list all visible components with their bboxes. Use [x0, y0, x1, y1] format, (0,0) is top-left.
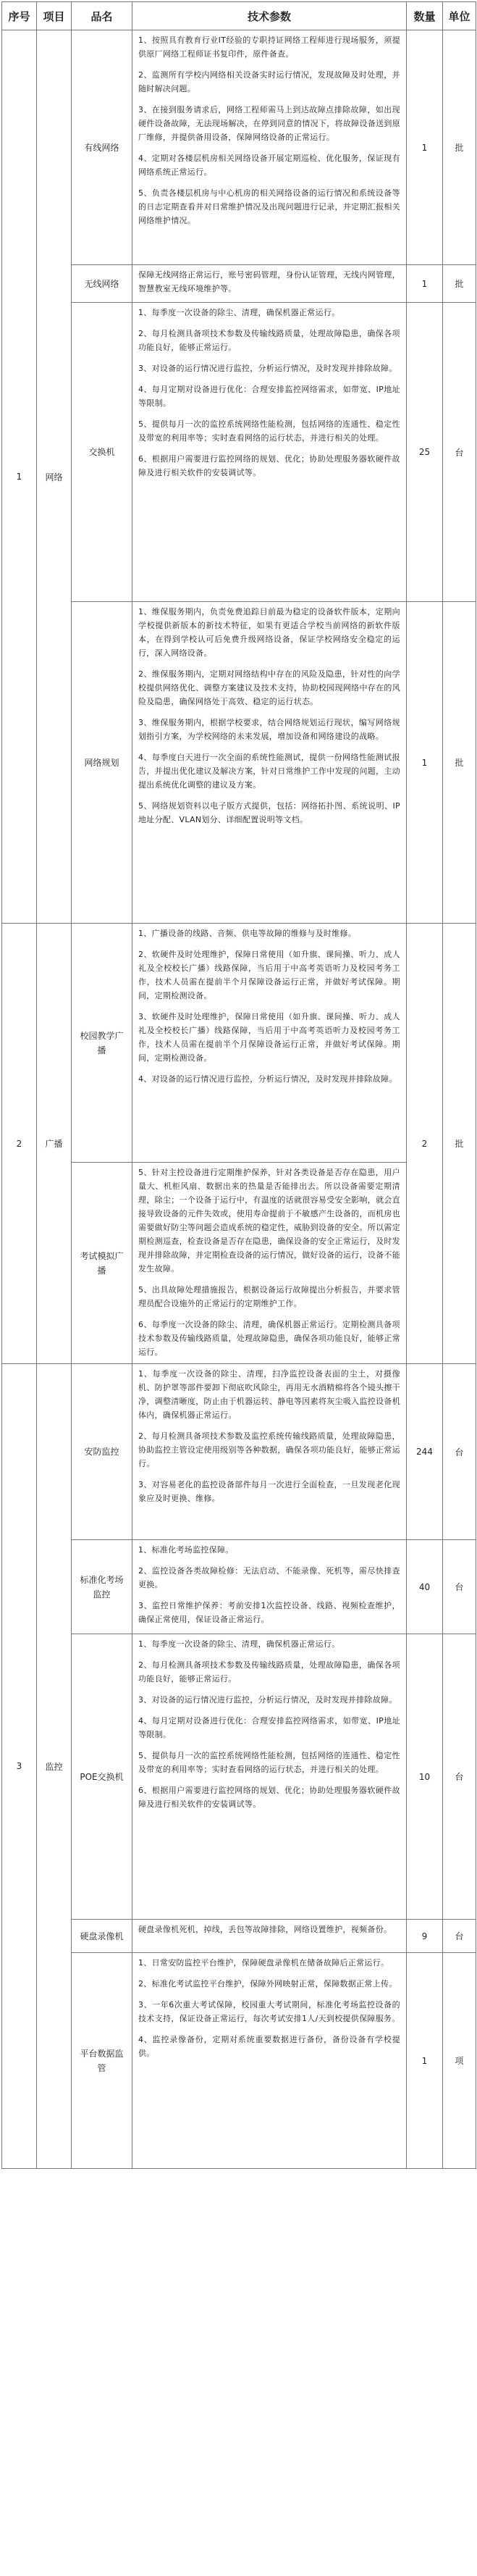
param-line: 5、负责各楼层机房与中心机房的相关网络设备的运行情况和系统设备等的日志定期查看并对日常维护情况及出现问题进行记录，并定期汇报相关网络维护情况。 [138, 188, 400, 225]
row-seq: 1 [2, 30, 37, 924]
param-line: 4、对设备的运行情况进行监控，分析运行情况，及时发现并排除故障。 [138, 1074, 397, 1084]
row-params [132, 1920, 407, 1953]
table-body [2, 30, 476, 2169]
table-header-row [2, 2, 476, 30]
row-unit: 批 [443, 924, 476, 1364]
row-qty: 2 [407, 924, 443, 1364]
row-name: 网络规划 [72, 602, 132, 924]
row-unit: 项 [443, 1953, 476, 2169]
row-name: 无线网络 [72, 265, 132, 303]
param-line: 3、在接到服务请求后，网络工程师需马上到达故障点排除故障，如出现硬件设备故障，无法现场解决，在停到同意的情况下，将故障设备送到原厂维修，并提供备用设备，保障网络设备的正常运行。 [138, 105, 400, 142]
row-name: POE交换机 [72, 1634, 132, 1920]
header-unit: 单位 [443, 2, 476, 30]
row-name: 安防监控 [72, 1364, 132, 1540]
row-qty: 40 [407, 1540, 443, 1634]
param-line: 2、软硬件及时处理维护，保障日常使用（如升旗、课间操、听力、成人礼及全校校长广播）线路保障，当后用于中高考英语听力及校园考务工作，技术人员需在提前半个月保障设备运行正常，并做好考试保障。期间，定期检测设备。 [138, 950, 400, 1000]
row-name: 交换机 [72, 303, 132, 602]
param-line: 1、每季度一次设备的除尘、清理，确保机器正常运行。 [138, 1639, 340, 1649]
row-unit: 台 [443, 1540, 476, 1634]
param-line: 4、定期对各楼层机房相关网络设备开展定期巡检、优化服务，保证现有网络系统正常运行。 [138, 154, 400, 177]
row-qty: 1 [407, 602, 443, 924]
header-param: 技术参数 [132, 2, 407, 30]
param-line: 2、监控设备各类故障检修：无法启动、不能录像、死机等，需尽快排查更换。 [138, 1566, 400, 1589]
table-row [2, 924, 476, 1163]
param-line: 5、提供每月一次的监控系统网络性能检测，包括网络的连通性、稳定性及带宽的利用率等；实时查看网络的运行状态，并进行相关的处理。 [138, 1751, 400, 1774]
row-name: 平台数据监管 [72, 1953, 132, 2169]
row-params [132, 265, 407, 303]
row-qty: 10 [407, 1634, 443, 1920]
row-name: 校园教学广播 [72, 924, 132, 1163]
param-line: 4、每月定期对设备进行优化：合理安排监控网络需求，如带宽、IP地址等限制。 [138, 1716, 400, 1739]
row-name: 标准化考场监控 [72, 1540, 132, 1634]
param-line: 3、软硬件及时处理维护，保障日常使用（如升旗、课间操、听力、成人礼及全校校长广播）线路保障，当后用于中高考英语听力及校园考务工作，技术人员需在提前半个月保障设备运行正常，并做好考试保障。期间，定期检测设备。 [138, 1012, 400, 1063]
param-line: 2、维保服务期内，定期对网络结构中存在的风险及隐患，针对性的向学校提供网络优化、调整方案建议及技术支持，协助校园现网络中存在的风险及隐患，确保网络处于高效、稳定的运行状态。 [138, 669, 400, 706]
header-seq: 序号 [2, 2, 37, 30]
param-line: 5、出具故障处理措施报告，根据设备运行故障提出分析报告，并要求管理员配合设施外的正常运行的定期维护工作。 [138, 1285, 400, 1308]
row-name: 考试模拟广播 [72, 1163, 132, 1364]
row-qty: 1 [407, 30, 443, 265]
table-row [2, 1364, 476, 1540]
param-line: 6、根据用户需要进行监控网络的规划、优化；协助处理服务器软硬件故障及进行相关软件的安装调试等。 [138, 1786, 400, 1809]
row-name: 有线网络 [72, 30, 132, 265]
header-qty: 数量 [407, 2, 443, 30]
row-qty: 25 [407, 303, 443, 602]
table-row [2, 303, 476, 602]
row-unit: 台 [443, 1634, 476, 1920]
param-line: 1、日常安防监控平台维护，保障硬盘录像机在储备故障后正常运行。 [138, 1958, 389, 1967]
table-row [2, 1953, 476, 2169]
param-line: 硬盘录像机死机，掉线，丢包等故障排除，网络设置维护，视频备份。 [138, 1925, 392, 1934]
param-line: 1、每季度一次设备的除尘、清理，确保机器正常运行。 [138, 308, 340, 317]
param-line: 6、根据用户需要进行监控网络的规划、优化；协助处理服务器软硬件故障及进行相关软件的安装调试等。 [138, 454, 400, 477]
row-params [132, 1953, 407, 2169]
param-line: 2、监测所有学校内网络相关设备实时运行情况，发现故障及时处理，并随时解决问题。 [138, 70, 400, 93]
row-unit: 批 [443, 602, 476, 924]
param-line: 4、每季度白天进行一次全面的系统性能测试，提供一份网络性能测试报告，并提出优化建议及解决方案，针对日常维护工作中发现的问题，主动提出系统优化调整的建议及方案。 [138, 753, 400, 790]
row-qty: 244 [407, 1364, 443, 1540]
table-row [2, 265, 476, 303]
row-params [132, 1634, 407, 1920]
table-row [2, 602, 476, 924]
param-line: 3、维保服务期内，根据学校要求，结合网络规划运行现状，编写网络规划指引方案，为学校网络的未来发展，增加设备和网络建设的战略。 [138, 718, 400, 741]
param-line: 2、标准化考试监控平台维护，保障外网映射正常，保障数据正常上传。 [138, 1979, 397, 1989]
table-row [2, 30, 476, 265]
param-line: 1、每季度一次设备的除尘、清理，扫净监控设备表面的尘土，对摄像机、防护罩等部件要卸下彻底吹风除尘，再用无水酒精棉将各个镜头擦干净，调整清晰度，防止由于机器运转、静电等因素将灰尘吸入监控设备机体内，确保机器正常运行。 [138, 1369, 400, 1420]
param-line: 2、每月检测具备项技术参数及传输线路质量，处理故障隐患，确保各项功能良好，能够正常运行。 [138, 329, 400, 352]
row-params [132, 30, 407, 265]
row-qty: 1 [407, 265, 443, 303]
row-params [132, 602, 407, 924]
param-line: 4、每月定期对设备进行优化：合理安排监控网络需求，如带宽、IP地址等限制。 [138, 385, 400, 408]
row-seq: 3 [2, 1364, 37, 2169]
row-item: 广播 [37, 924, 72, 1364]
table-row [2, 1540, 476, 1634]
row-item: 监控 [37, 1364, 72, 2169]
row-item: 网络 [37, 30, 72, 924]
row-params [132, 1540, 407, 1634]
param-line: 2、每月检测具备项技术参数及传输线路质量，处理故障隐患，确保各项功能良好，能够正常运行。 [138, 1660, 400, 1684]
header-item: 项目 [37, 2, 72, 30]
param-line: 4、监控录像备份，定期对系统重要数据进行备份，备份设备有学校提供。 [138, 2035, 400, 2058]
table-row [2, 1920, 476, 1953]
row-qty: 1 [407, 1953, 443, 2169]
table-row [2, 1634, 476, 1920]
param-line: 1、按照具有教育行业IT经验的专职持证网络工程师进行现场服务，须提供原厂网络工程师证书复印件，原件备查。 [138, 35, 400, 59]
row-unit: 批 [443, 265, 476, 303]
row-qty: 9 [407, 1920, 443, 1953]
row-unit: 台 [443, 1920, 476, 1953]
row-unit: 台 [443, 303, 476, 602]
param-line: 2、每月检测具备项技术参数及监控系统传输线路质量，处理故障隐患，协助监控主管设定使用级别等各种数据，确保各项功能良好，能够正常运行。 [138, 1431, 400, 1468]
maintenance-spec-table [1, 1, 476, 2169]
param-line: 5、网络规划资料以电子版方式提供，包括：网络拓扑图、系统说明、IP地址分配、VLAN划分、详细配置说明等文档。 [138, 801, 400, 824]
param-line: 1、维保服务期内，负责免费追踪目前最为稳定的设备软件版本，定期向学校提供新版本的新技术特征，如果有更适合学校当前网络的新软件版本，在得到学校认可后免费升级网络设备，保证学校网络安全稳定的运行，深入网络设备。 [138, 607, 400, 658]
param-line: 保障无线网络正常运行，账号密码管理，身份认证管理，无线内网管理，智慧教室无线环境维护等。 [138, 270, 400, 293]
param-line: 1、标准化考场监控保障。 [138, 1545, 234, 1555]
param-line: 3、一年6次重大考试保障，校园重大考试期间，标准化考场监控设备的技术支持，保证设备正常运行，每次考试安排1人/天到校提供保障服务。 [138, 2000, 400, 2023]
row-unit: 批 [443, 30, 476, 265]
row-params [132, 303, 407, 602]
param-line: 5、针对主控设备进行定期维护保养，针对各类设备是否存在隐患，用户量大、机柜风扇、数据出来的热量是否能排出去。所以设备需要定期清理，除尘；一个设备于运行中，有温度的话就很容易受安全影响，就会直接导致设备的元件失效或，使用寿命提前于不敏感产生设备的，而机房也需要做好防尘等问题会造成系统的稳定性，威胁到设备的安全。所以需定期检测巡查，检查设备是否存在隐患，确保设备的安全正常运行，及时发现并排除故障，并定期检查设备的运行情况，做好设备的运行，设备不能发生故障。 [138, 1168, 400, 1274]
row-seq: 2 [2, 924, 37, 1364]
header-name: 品名 [72, 2, 132, 30]
row-params [132, 924, 407, 1163]
row-params [132, 1163, 407, 1364]
param-line: 1、广播设备的线路、音频、供电等故障的维修与及时维修。 [138, 929, 357, 938]
param-line: 3、对设备的运行情况进行监控，分析运行情况，及时发现并排除故障。 [138, 1695, 397, 1705]
table-row [2, 1163, 476, 1364]
row-params [132, 1364, 407, 1540]
param-line: 3、对容易老化的监控设备部件每月一次进行全面检查，一旦发现老化现象应及时更换、维修。 [138, 1480, 400, 1503]
param-line: 5、提供每月一次的监控系统网络性能检测，包括网络的连通性、稳定性及带宽的利用率等；实时查看网络的运行状态，并进行相关的处理。 [138, 419, 400, 443]
param-line: 3、监控日常维护保养：考前安排1次监控设备、线路、视频检查维护，确保正常使用，保证设备正常运行。 [138, 1601, 400, 1624]
param-line: 3、对设备的运行情况进行监控，分析运行情况，及时发现并排除故障。 [138, 364, 397, 373]
row-name: 硬盘录像机 [72, 1920, 132, 1953]
row-unit: 台 [443, 1364, 476, 1540]
param-line: 6、每季度一次设备的除尘、清理，确保机器正常运行。定期检测具备项技术参数及传输线路质量，处理故障隐患，确保各项功能良好，能够正常运行。 [138, 1320, 400, 1357]
